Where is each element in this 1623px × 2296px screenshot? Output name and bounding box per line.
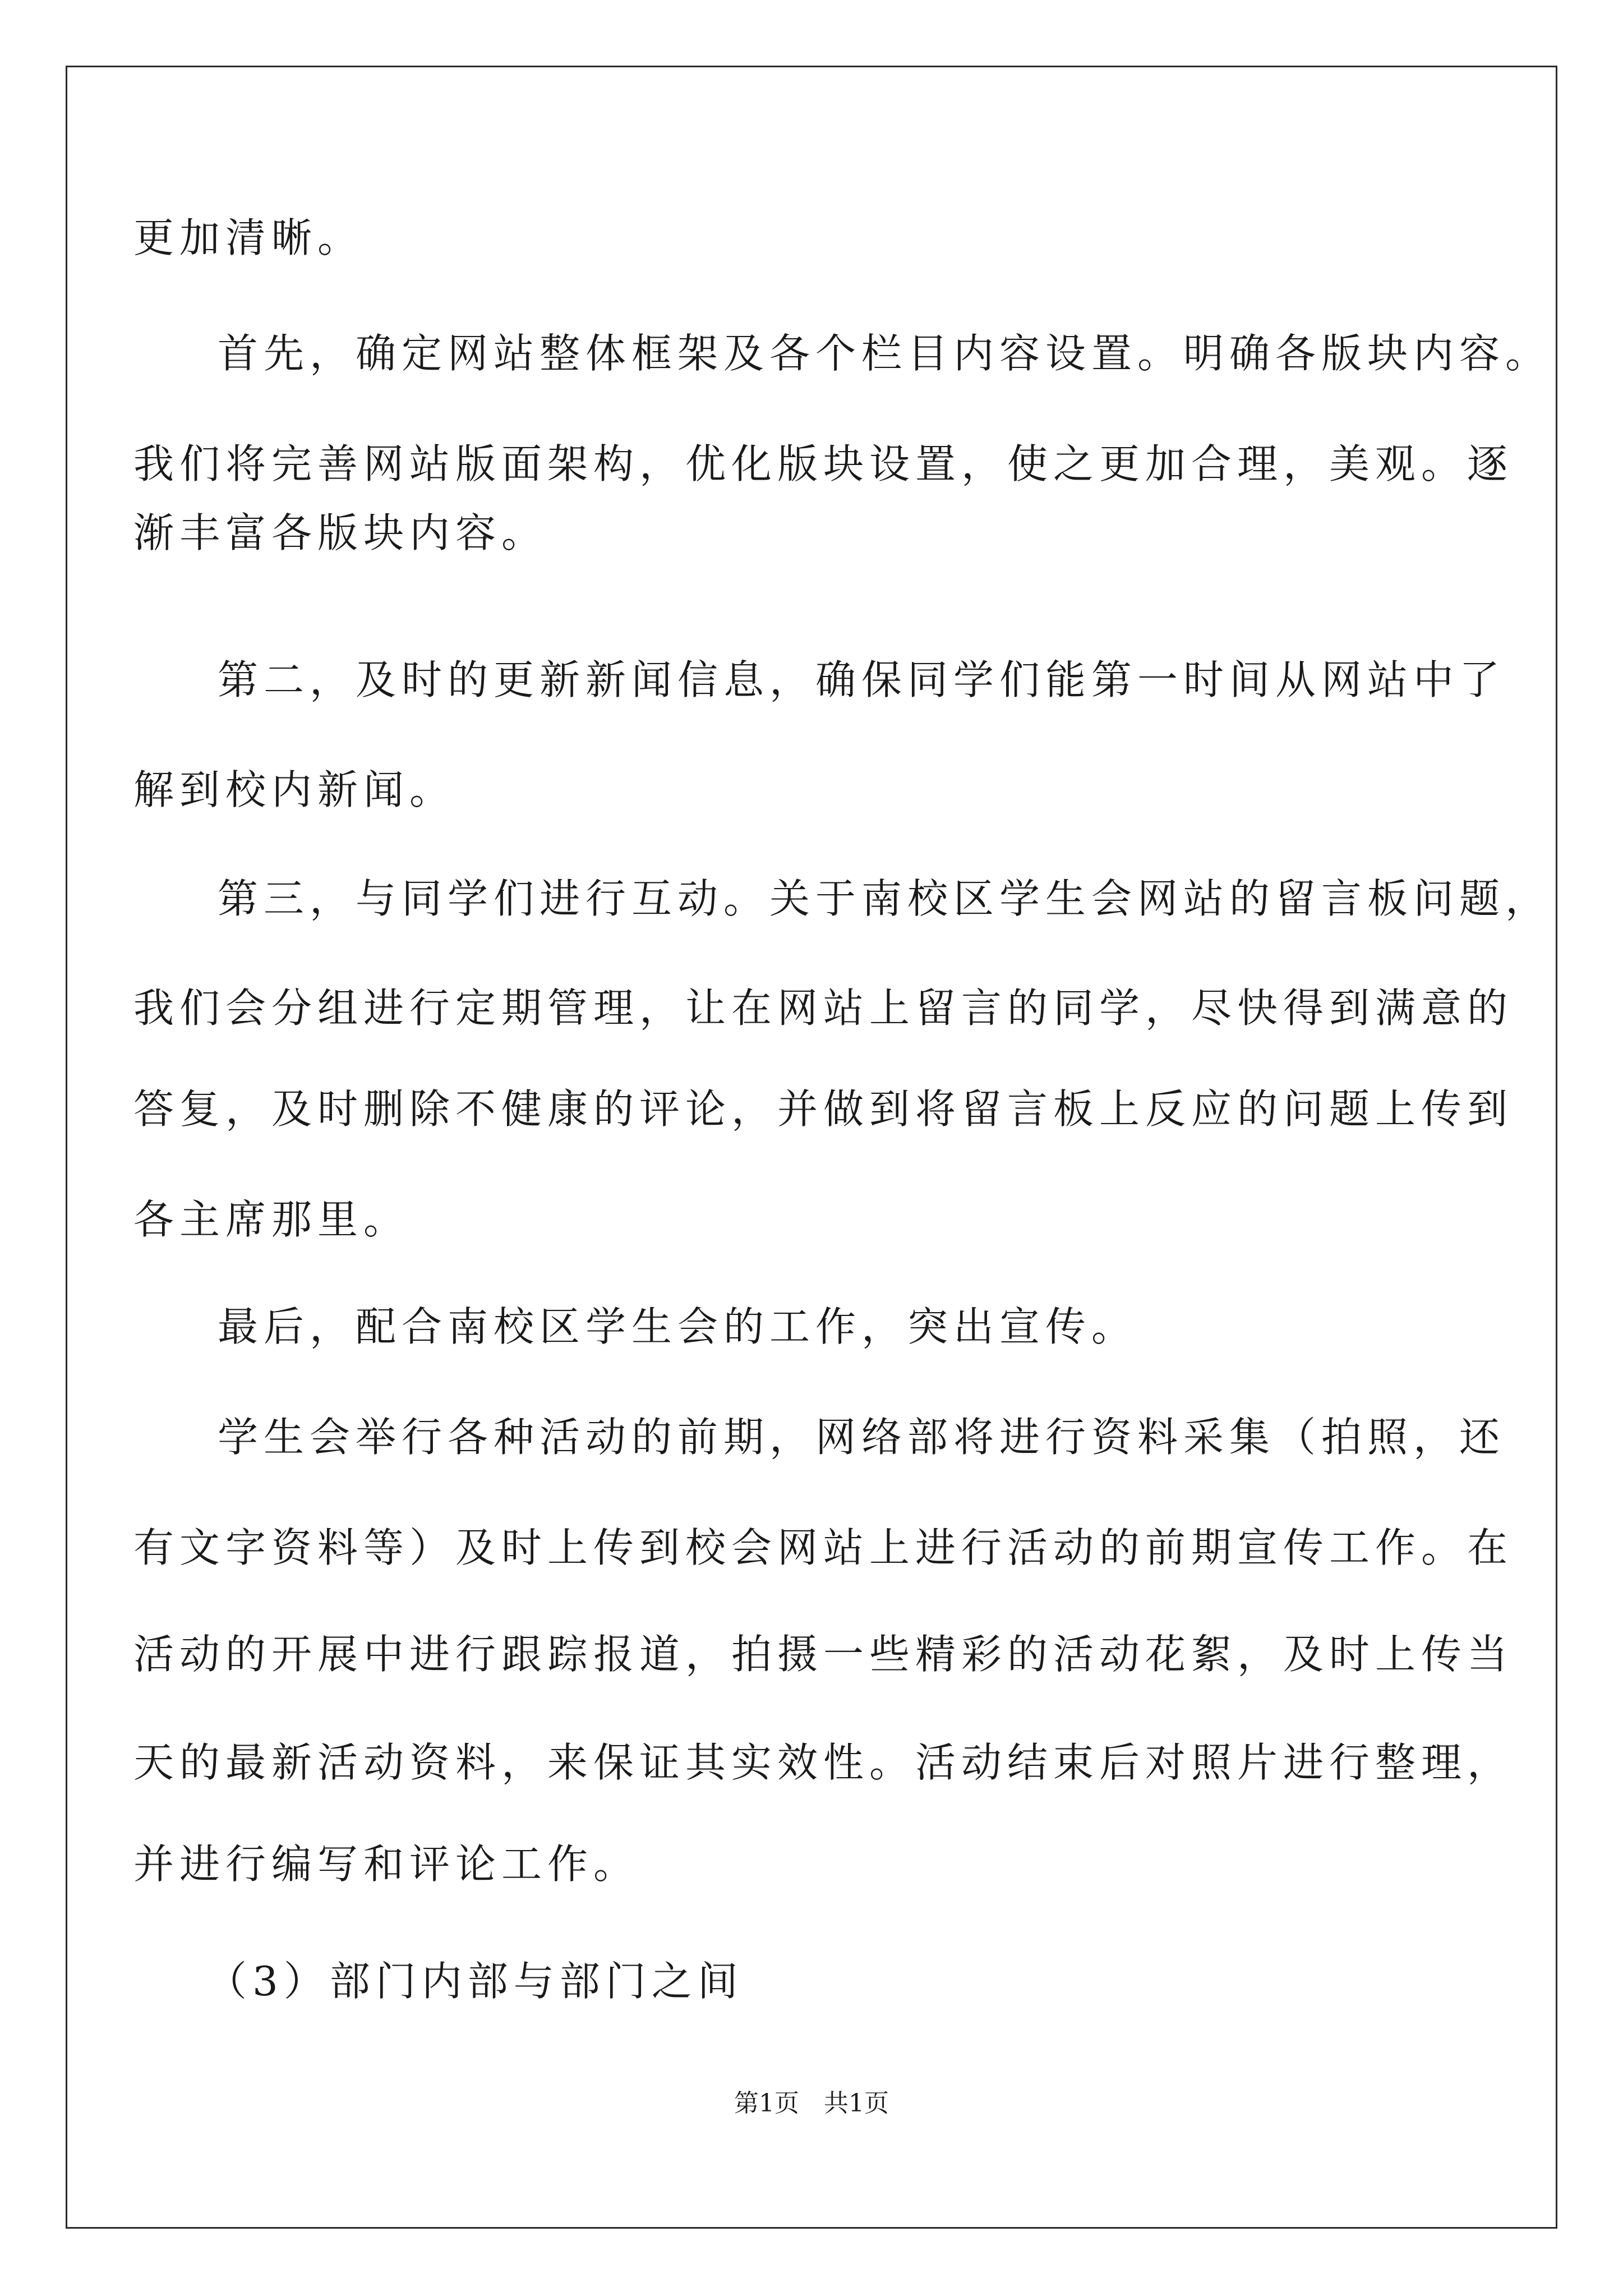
text-line: 并进行编写和评论工作。 — [133, 1841, 640, 1888]
text-line: 首先，确定网站整体框架及各个栏目内容设置。明确各版块内容。 — [218, 330, 1552, 377]
text-line: 答复，及时删除不健康的评论，并做到将留言板上反应的问题上传到 — [133, 1085, 1514, 1133]
text-line: 更加清晰。 — [133, 214, 364, 261]
text-line: 第二，及时的更新新闻信息，确保同学们能第一时间从网站中了 — [218, 656, 1506, 703]
text-line: 第三，与同学们进行互动。关于南校区学生会网站的留言板问题， — [218, 875, 1552, 922]
text-line: 天的最新活动资料，来保证其实效性。活动结束后对照片进行整理， — [133, 1739, 1514, 1786]
page-footer: 第1页 共1页 — [734, 2089, 889, 2118]
text-line: 我们会分组进行定期管理，让在网站上留言的同学，尽快得到满意的 — [133, 984, 1514, 1032]
text-line: 活动的开展中进行跟踪报道，拍摄一些精彩的活动花絮，及时上传当 — [133, 1631, 1514, 1678]
text-line: 有文字资料等）及时上传到校会网站上进行活动的前期宣传工作。在 — [133, 1524, 1514, 1571]
page-border — [66, 66, 1557, 2229]
text-line: 最后，配合南校区学生会的工作，突出宣传。 — [218, 1303, 1138, 1350]
text-line: 我们将完善网站版面架构，优化版块设置，使之更加合理，美观。逐 — [133, 440, 1514, 487]
text-line: （3）部门内部与部门之间 — [206, 1958, 744, 2005]
text-line: 各主席那里。 — [133, 1196, 410, 1243]
text-line: 学生会举行各种活动的前期，网络部将进行资料采集（拍照，还 — [218, 1414, 1506, 1461]
text-line: 渐丰富各版块内容。 — [133, 509, 548, 556]
text-line: 解到校内新闻。 — [133, 766, 456, 813]
